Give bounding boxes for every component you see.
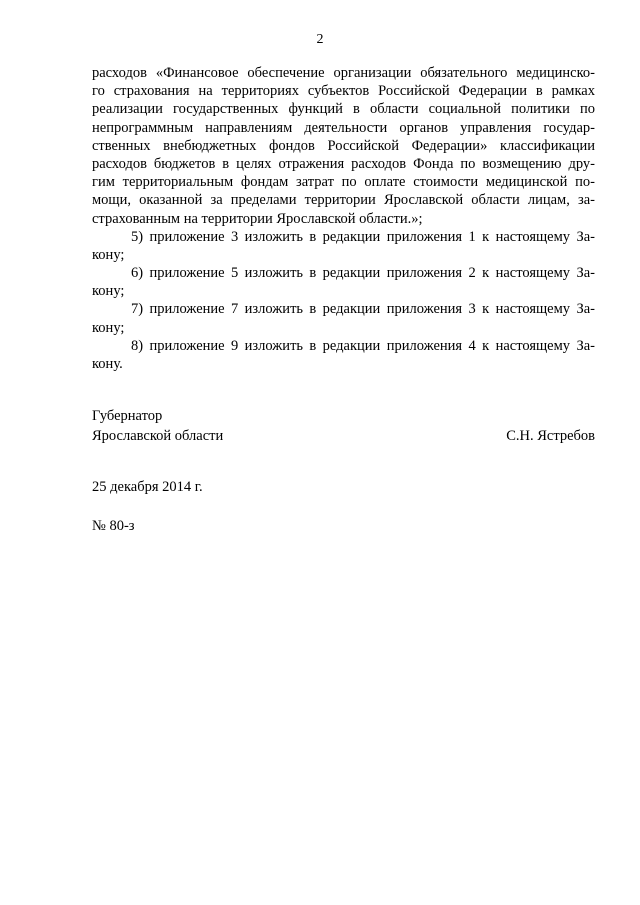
list-item-8: 8) приложение 9 изложить в редакции приложения 4 к настоящему За- xyxy=(131,337,595,354)
document-number: № 80-з xyxy=(92,518,135,534)
list-item-6-continuation: кону; xyxy=(92,283,125,300)
signatory-position-line2: Ярославской области xyxy=(92,428,224,444)
document-date: 25 декабря 2014 г. xyxy=(92,479,203,495)
list-item-7: 7) приложение 7 изложить в редакции приложения 3 к настоящему За- xyxy=(131,301,595,318)
signature-block xyxy=(92,406,595,446)
paragraph-line: гим территориальным фондам затрат по оплате стоимости медицинской по- xyxy=(92,174,595,191)
signatory-position-line1: Губернатор xyxy=(92,408,163,424)
page-number: 2 xyxy=(316,32,324,47)
paragraph-line: непрограммным направлениям деятельности органов управления государ- xyxy=(92,119,595,136)
body-text xyxy=(92,64,595,373)
list-item-5-continuation: кону; xyxy=(92,246,125,263)
paragraph-line: расходов «Финансовое обеспечение организации обязательного медицинско- xyxy=(92,65,595,81)
list-item-5: 5) приложение 3 изложить в редакции приложения 1 к настоящему За- xyxy=(131,228,595,245)
paragraph-line: страхованным на территории Ярославской области.»; xyxy=(92,210,423,227)
paragraph-line: расходов бюджетов в целях отражения расходов Фонда по возмещению дру- xyxy=(92,155,595,172)
paragraph-line: ственных внебюджетных фондов Российской Федерации» классификации xyxy=(92,137,595,154)
paragraph-line: го страхования на территориях субъектов Российской Федерации в рамках xyxy=(92,83,595,100)
paragraph-line: реализации государственных функций в области социальной политики по xyxy=(92,101,595,118)
signatory-name: С.Н. Ястребов xyxy=(506,428,595,444)
list-item-8-continuation: кону. xyxy=(92,356,123,372)
list-item-6: 6) приложение 5 изложить в редакции приложения 2 к настоящему За- xyxy=(131,265,595,282)
paragraph-line: мощи, оказанной за пределами территории Ярославской области лицам, за- xyxy=(92,192,595,209)
list-item-7-continuation: кону; xyxy=(92,319,125,336)
